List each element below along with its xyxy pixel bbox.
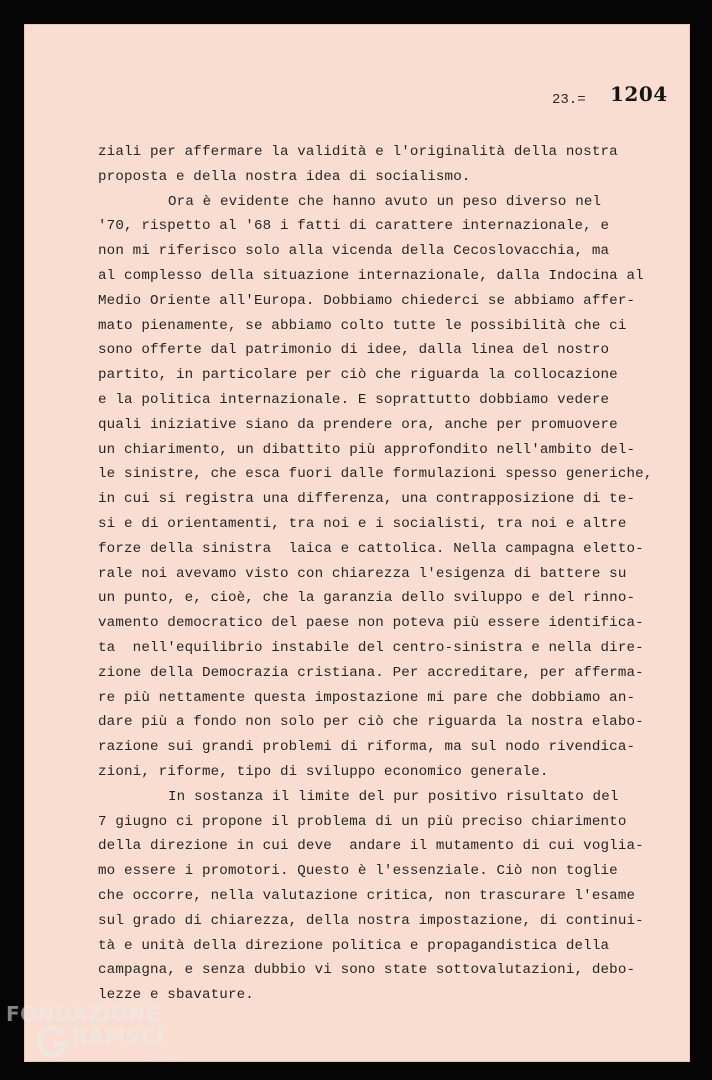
text-line: ta nell'equilibrio instabile del centro-sinistra e nella dire- xyxy=(98,639,644,656)
text-line: un chiarimento, un dibattito più approfondito nell'ambito del- xyxy=(98,441,636,458)
text-line: ziali per affermare la validità e l'originalità della nostra xyxy=(98,144,618,160)
text-line: in cui si registra una differenza, una contrapposizione di te- xyxy=(98,491,636,508)
text-line: zione della Democrazia cristiana. Per accreditare, per afferma- xyxy=(98,664,644,681)
text-line: dare più a fondo non solo per ciò che riguarda la nostra elabo- xyxy=(98,714,644,731)
text-line: Ora è evidente che hanno avuto un peso diverso nel xyxy=(168,193,602,210)
text-line: e la politica internazionale. E soprattutto dobbiamo vedere xyxy=(98,391,610,408)
text-line: lezze e sbavature. xyxy=(98,987,254,1004)
text-line: mo essere i promotori. Questo è l'essenziale. Ciò non toglie xyxy=(98,863,618,880)
text-line: un punto, e, cioè, che la garanzia dello sviluppo e del rinno- xyxy=(98,590,636,607)
text-line: sul grado di chiarezza, della nostra impostazione, di continui- xyxy=(98,912,644,929)
document-body xyxy=(98,140,658,1008)
text-line: proposta e della nostra idea di socialismo. xyxy=(98,168,471,185)
text-line: razione sui grandi problemi di riforma, ma sul nodo rivendica- xyxy=(98,739,636,756)
text-line: rale noi avevamo visto con chiarezza l'esigenza di battere su xyxy=(98,565,627,582)
watermark-g-logo-icon xyxy=(36,1024,70,1058)
text-line: zioni, riforme, tipo di sviluppo economico generale. xyxy=(98,763,549,780)
page-number: 23.= xyxy=(552,92,586,108)
text-line: che occorre, nella valutazione critica, non trascurare l'esame xyxy=(98,887,636,904)
text-line: si e di orientamenti, tra noi e i socialisti, tra noi e altre xyxy=(98,515,627,532)
text-line: In sostanza il limite del pur positivo risultato del xyxy=(168,788,619,805)
text-line: 7 giugno ci propone il problema di un più preciso chiarimento xyxy=(98,813,627,830)
text-line: re più nettamente questa impostazione mi pare che dobbiamo an- xyxy=(98,689,636,706)
text-line: vamento democratico del paese non poteva più essere identifica- xyxy=(98,615,644,632)
fondazione-gramsci-watermark xyxy=(6,1002,186,1072)
text-line: campagna, e senza dubbio vi sono state sottovalutazioni, debo- xyxy=(98,962,636,979)
text-line: quali iniziative siano da prendere ora, anche per promuovere xyxy=(98,416,618,433)
watermark-line2: RAMSCI xyxy=(72,1024,166,1048)
text-line: Medio Oriente all'Europa. Dobbiamo chiederci se abbiamo affer- xyxy=(98,292,636,309)
watermark-suffix: onlus xyxy=(156,1052,178,1061)
text-line: le sinistre, che esca fuori dalle formulazioni spesso generiche, xyxy=(98,466,653,483)
text-line: non mi riferisco solo alla vicenda della Cecoslovacchia, ma xyxy=(98,243,610,260)
folio-stamp: 1204 xyxy=(610,82,668,106)
text-line: partito, in particolare per ciò che riguarda la collocazione xyxy=(98,367,618,384)
text-line: forze della sinistra laica e cattolica. Nella campagna eletto- xyxy=(98,540,644,557)
text-line: al complesso della situazione internazionale, dalla Indocina al xyxy=(98,267,644,284)
text-line: della direzione in cui deve andare il mutamento di cui voglia- xyxy=(98,838,644,855)
text-line: '70, rispetto al '68 i fatti di carattere internazionale, e xyxy=(98,218,610,235)
watermark-line1: FONDAZIONE xyxy=(6,1002,160,1026)
text-line: tà e unità della direzione politica e propagandistica della xyxy=(98,937,610,954)
text-line: mato pienamente, se abbiamo colto tutte le possibilità che ci xyxy=(98,317,627,334)
text-line: sono offerte dal patrimonio di idee, dalla linea del nostro xyxy=(98,342,610,359)
